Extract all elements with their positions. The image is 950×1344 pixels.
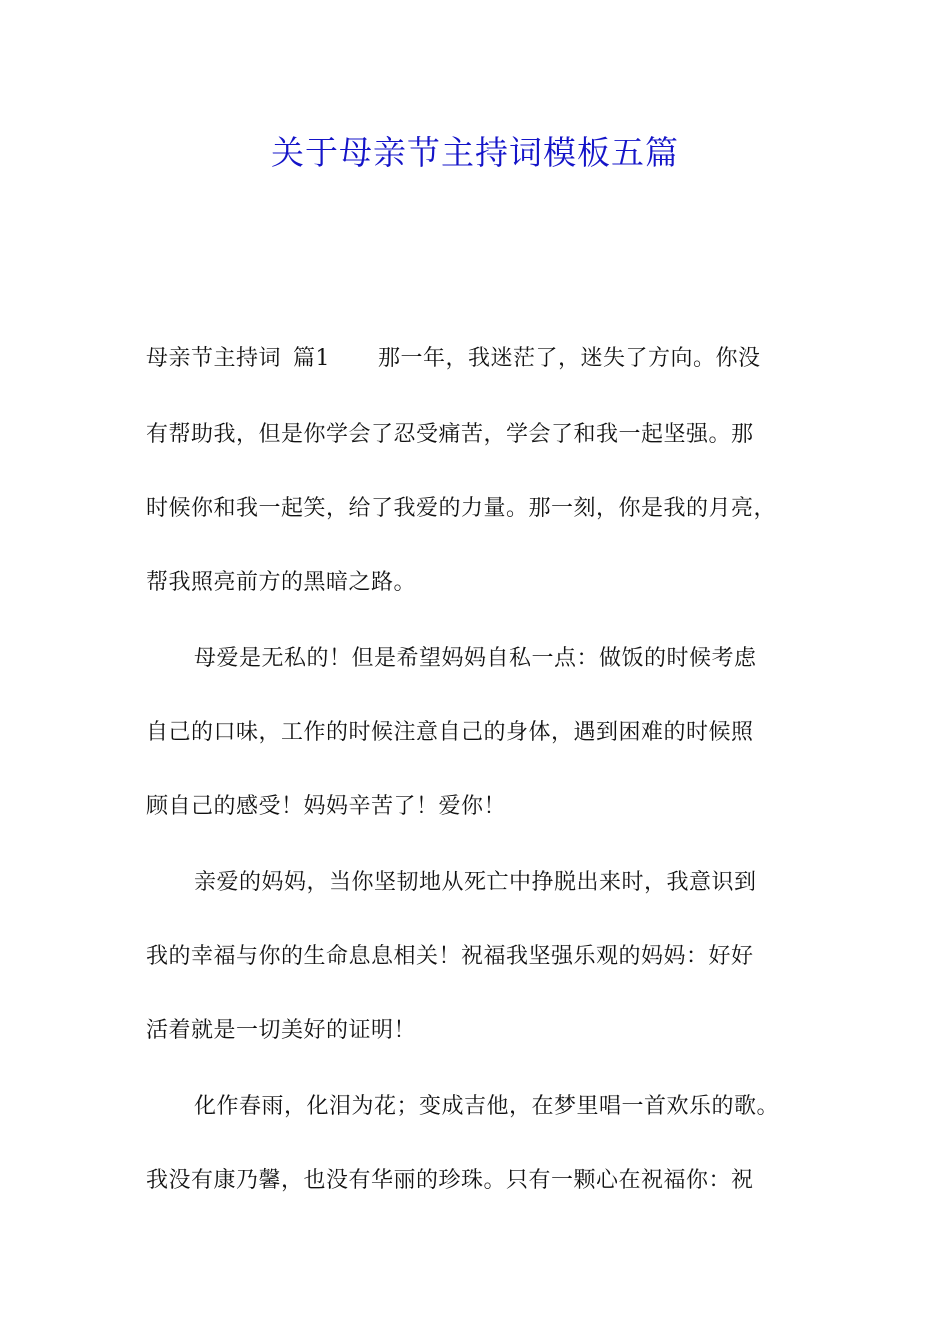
paragraph-2-line-3: 顾自己的感受！妈妈辛苦了！爱你！ <box>146 794 507 819</box>
paragraph-text: 那一年，我迷茫了，迷失了方向。你没 <box>378 346 761 371</box>
document-title: 关于母亲节主持词模板五篇 <box>271 133 679 172</box>
paragraph-2-line-2: 自己的口味，工作的时候注意自己的身体，遇到困难的时候照 <box>146 720 754 745</box>
paragraph-4-line-2: 我没有康乃馨，也没有华丽的珍珠。只有一颗心在祝福你：祝 <box>146 1168 754 1193</box>
paragraph-2-line-1: 母爱是无私的！但是希望妈妈自私一点：做饭的时候考虑 <box>194 646 757 671</box>
section-number: 篇1 <box>293 346 331 371</box>
paragraph-1-line-1 <box>146 344 761 374</box>
paragraph-1-line-3: 时候你和我一起笑，给了我爱的力量。那一刻，你是我的月亮， <box>146 496 777 521</box>
paragraph-1-line-2: 有帮助我，但是你学会了忍受痛苦，学会了和我一起坚强。那 <box>146 422 754 447</box>
paragraph-3-line-2: 我的幸福与你的生命息息相关！祝福我坚强乐观的妈妈：好好 <box>146 944 754 969</box>
paragraph-4-line-1: 化作春雨，化泪为花；变成吉他，在梦里唱一首欢乐的歌。 <box>194 1094 780 1119</box>
paragraph-1-line-4: 帮我照亮前方的黑暗之路。 <box>146 570 417 595</box>
paragraph-3-line-3: 活着就是一切美好的证明！ <box>146 1018 417 1043</box>
paragraph-3-line-1: 亲爱的妈妈，当你坚韧地从死亡中挣脱出来时，我意识到 <box>194 870 757 895</box>
section-label: 母亲节主持词 <box>146 346 282 371</box>
